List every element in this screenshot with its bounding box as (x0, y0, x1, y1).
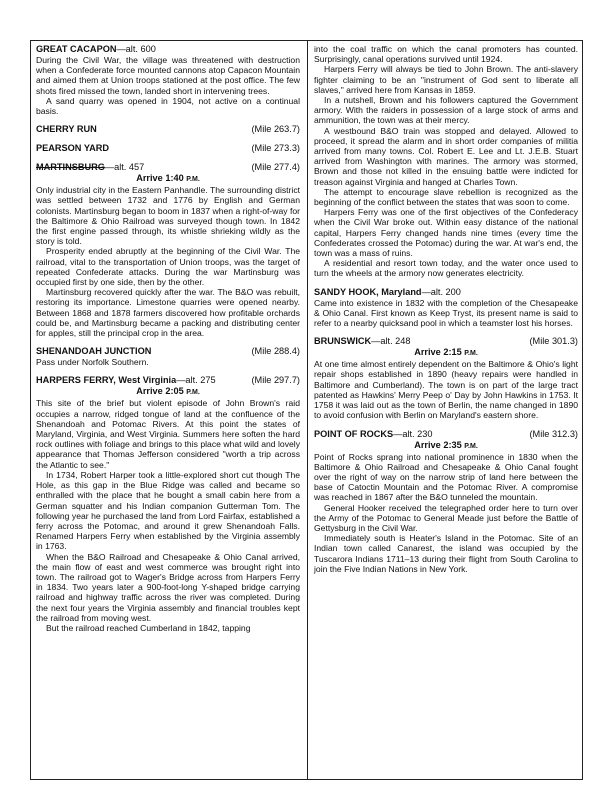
section-harpers-ferry-continued (314, 44, 578, 279)
paragraph: When the B&O Railroad and Chesapeake & Ohio Canal arrived, the main flow of east and west commerce was brought right into town. The railroad got to Wager's Bridge across from Harpers Ferry in 1834. Two years later a 900-foot-long Y-shaped bridge carrying railroad and highway traffic across the river was completed. During the next four years the Virginia assembly and financial troubles kept the railroad from moving west. (36, 551, 300, 623)
place-name: HARPERS FERRY, West Virginia (36, 375, 177, 386)
place-name: BRUNSWICK (314, 336, 372, 347)
place-name: GREAT CACAPON (36, 44, 117, 54)
paragraph: At one time almost entirely dependent on the Baltimore & Ohio's light repair shops established in 1890 (heavy repairs were handled in Baltimore and Cumberland). The town is on part of the large tract patented as Hawkins' Merry Peep o' Day by John Hawkins in 1753. It 1758 it was laid out as the town of Berlin, the name changed in 1890 to avoid confusion with Berlin on Maryland's eastern shore. (314, 359, 578, 421)
section-martinsburg (36, 162, 300, 338)
column-divider (307, 41, 308, 779)
paragraph: General Hooker received the telegraphed order here to turn over the Army of the Potomac to General Meade just before the Battle of Gettysburg in the Civil War. (314, 502, 578, 533)
section-cherry-run (36, 124, 300, 135)
milepost: (Mile 273.3) (251, 143, 300, 154)
altitude: —alt. 457 (104, 162, 145, 173)
paragraph: Prosperity ended abruptly at the beginning of the Civil War. The railroad, vital to the transportation of Union troops, was the target of repeated Confederate attacks. During the war Martinsburg was occupied first by one side, then by the other. (36, 246, 300, 288)
arrival-time: Arrive 2:05 P.M. (136, 386, 200, 397)
paragraph: But the railroad reached Cumberland in 1842, tapping (46, 622, 251, 633)
right-column (314, 44, 578, 582)
altitude: —alt. 200 (421, 286, 461, 297)
arrival-time: Arrive 2:35 P.M. (414, 439, 478, 450)
section-brunswick (314, 336, 578, 420)
paragraph: Harpers Ferry was one of the first objectives of the Confederacy when the Civil War broke out. Within easy distance of the national capital, Harpers Ferry changed hands nine times (every time the Confederates crossed the Potomac) during the war. At war's end, the town was a mass of ruins. (314, 207, 578, 259)
arrival-time: Arrive 1:40 P.M. (136, 173, 200, 184)
section-header (36, 44, 300, 55)
left-column (36, 44, 300, 641)
altitude: —alt. 248 (371, 336, 411, 347)
place-name: SANDY HOOK, Maryland (314, 286, 422, 297)
milepost: (Mile 297.7) (251, 375, 300, 386)
place-name: MARTINSBURG (36, 162, 105, 173)
milepost: (Mile 288.4) (251, 346, 300, 357)
paragraph: Point of Rocks sprang into national prominence in 1830 when the Baltimore & Ohio Railroad and Chesapeake & Ohio Canal fought over the right of way on the narrow strip of land here between the base of Catoctin Mountain and the Potomac River. A compromise was reached in 1867 after the B&O tunneled the mountain. (314, 451, 578, 503)
paragraph: A sand quarry was opened in 1904, not active on a continual basis. (36, 95, 300, 117)
milepost: (Mile 263.7) (251, 124, 300, 135)
paragraph: During the Civil War, the village was threatened with destruction when a Confederate force mounted cannons atop Capacon Mountain and aimed them at Union troops stationed at the post office. The few shots fired missed the town, landed short in intervening trees. (36, 55, 300, 96)
milepost: (Mile 277.4) (251, 162, 300, 173)
milepost: (Mile 312.3) (529, 428, 578, 439)
paragraph: A residential and resort town today, and the water once used to turn the wheels at the armory now generates electricity. (314, 258, 578, 279)
section-sandy-hook (314, 287, 578, 329)
section-pearson-yard (36, 143, 300, 154)
paragraph: Came into existence in 1832 with the completion of the Chesapeake & Ohio Canal. First known as Keep Tryst, its present name is said to refer to a nearby quicksand pool in which a teamster lost his horses. (314, 297, 578, 329)
route-guide-page (30, 40, 583, 780)
paragraph: Only industrial city in the Eastern Panhandle. The surrounding district was settled between 1732 and 1776 by English and German colonists. Martinsburg began to boom in 1837 when a right-of-way for the Baltimore & Ohio Railroad was surveyed though town. In 1842 the first engine passed through, its whistle shrieking wildly as the story is told. (36, 185, 300, 247)
paragraph: A westbound B&O train was stopped and delayed. Allowed to proceed, it spread the alarm and in short order companies of militia arrived from many towns. Col. Robert E. Lee and Lt. J.E.B. Stuart arrived from Washington with marines. The armory was stormed, Brown and those not killed in the ensuing battle were indicted for treason against Virginia and hanged at Charles Town. (314, 125, 578, 187)
place-name: SHENANDOAH JUNCTION (36, 346, 152, 357)
place-name: CHERRY RUN (36, 124, 97, 135)
paragraph: Pass under Norfolk Southern. (36, 357, 149, 368)
altitude: —alt. 230 (393, 428, 433, 439)
paragraph: This site of the brief but violent episode of John Brown's raid occupies a narrow, ridged tongue of land at the confluence of the Shenandoah and Potomac Rivers. At this point the states of Maryland, Virginia, and West Virginia. Summers here soften the hard rock outlines with foliage and brings to this place what wild and lovely appearance that Thomas Jefferson considered "worth a trip across the Atlantic to see." (36, 398, 300, 470)
paragraph: The attempt to encourage slave rebellion is recognized as the beginning of the conflict between the states that was soon to come. (314, 186, 578, 208)
section-great-cacapon (36, 44, 300, 116)
paragraph: Immediately south is Heater's Island in the Potomac. Site of an Indian town called Canarest, the island was occupied by the Tuscarora Indians 1711–13 during their flight from South Carolina to join the Five Indian Nations in New York. (314, 533, 578, 574)
altitude: —alt. 600 (116, 44, 156, 54)
paragraph: In a nutshell, Brown and his followers captured the Government armory. With the raiders in possession of a large stock of arms and ammunition, the town was at their mercy. (314, 95, 578, 126)
section-point-of-rocks (314, 429, 578, 574)
altitude: —alt. 275 (176, 375, 216, 386)
milepost: (Mile 301.3) (529, 336, 578, 347)
paragraph: In 1734, Robert Harper took a little-explored short cut though The Hole, as this gap in the Blue Ridge was called and became so enthralled with the place that he bought a small cabin here from a German squatter and his Indian companion Gutterman Tom. The following year he purchased the land from Lord Fairfax, established a ferry across the Potomac, and around it grew Shenandoah Falls. Renamed Harpers Ferry when established by the Virginia assembly in 1763. (36, 469, 300, 552)
paragraph: Harpers Ferry will always be tied to John Brown. The anti-slavery fighter claiming to be an "instrument of God sent to liberate all slaves," arrived here from Kansas in 1859. (314, 64, 578, 95)
section-shenandoah-junction (36, 346, 300, 367)
section-harpers-ferry (36, 375, 300, 633)
paragraph: into the coal traffic on which the canal promoters has counted. Surprisingly, canal operations survived until 1924. (314, 44, 578, 65)
arrival-time: Arrive 2:15 P.M. (414, 347, 478, 358)
paragraph: Martinsburg recovered quickly after the war. The B&O was rebuilt, restoring its importance. Limestone quarries were opened nearby. Between 1868 and 1878 farmers discovered how profitable orchards could be, and Martinsburg became a packing and distributing center for apples, still the principal crop in the area. (36, 287, 300, 339)
place-name: PEARSON YARD (36, 143, 110, 154)
place-name: POINT OF ROCKS (314, 428, 394, 439)
